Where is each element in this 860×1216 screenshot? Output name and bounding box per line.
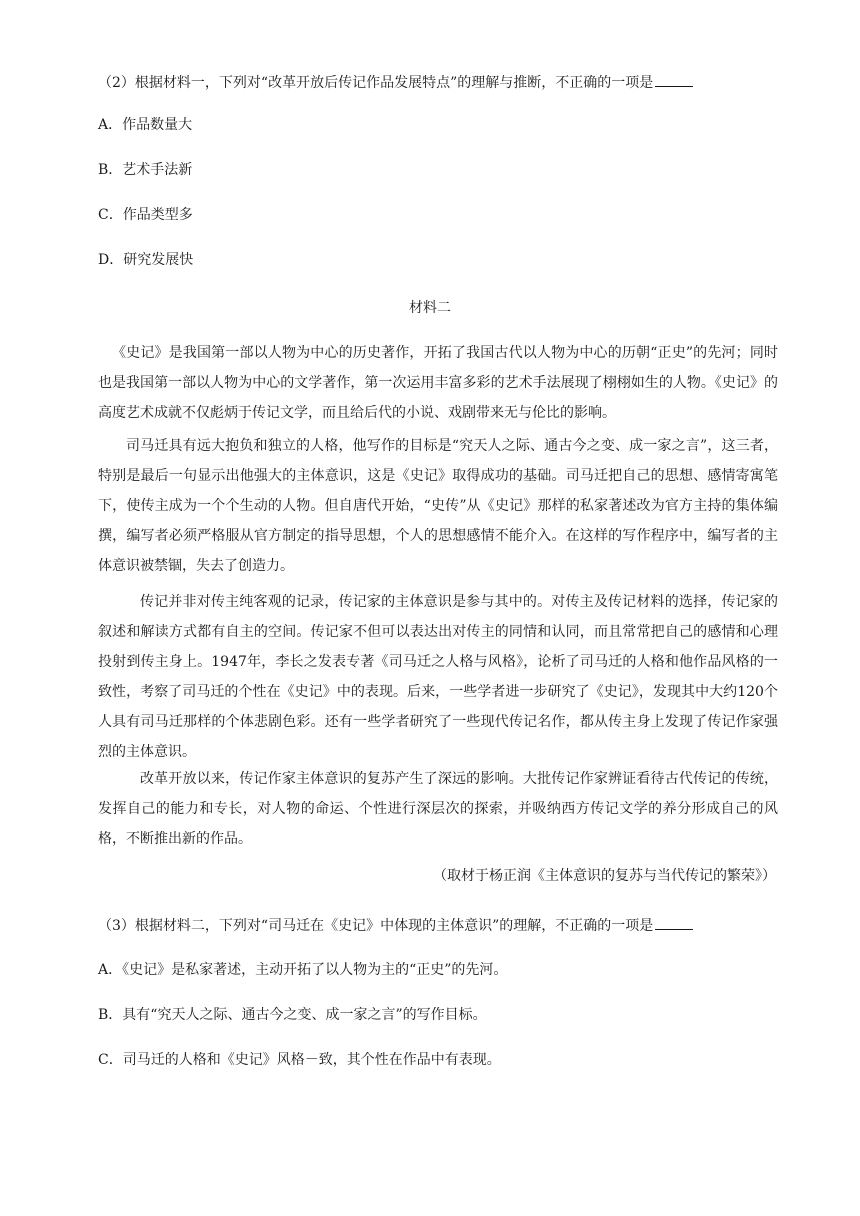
option-d: D．研究发展快: [98, 252, 194, 268]
answer-blank[interactable]: [655, 72, 693, 87]
option-c: C．司马迁的人格和《史记》风格－致，其个性在作品中有表现。: [98, 1052, 501, 1068]
question-2-text: （2）根据材料一，下列对“改革开放后传记作品发展特点”的理解与推断，不正确的一项是: [98, 75, 654, 91]
material-paragraph-1: 《史记》是我国第一部以人物为中心的历史著作，开拓了我国古代以人物为中心的历朝“正史”的先河；同时也是我国第一部以人物为中心的文学著作，第一次运用丰富多彩的艺术手法展现了栩栩如生的人物。《史记》的高度艺术成就不仅彪炳于传记文学，而且给后代的小说、戏剧带来无与伦比的影响。: [98, 345, 778, 421]
material-paragraph-2: 司马迁具有远大抱负和独立的人格，他写作的目标是“究天人之际、通古今之变、成一家之言”，这三者，特别是最后一句显示出他强大的主体意识，这是《史记》取得成功的基础。司马迁把自己的思想、感情寄寓笔下，使传主成为一个个生动的人物。但自唐代开始，“史传”从《史记》那样的私家著述改为官方主持的集体编撰，编写者必须严格服从官方制定的指导思想，个人的思想感情不能介入。在这样的写作程序中，编写者的主体意识被禁锢，失去了创造力。: [98, 438, 778, 574]
option-b: B．具有“究天人之际、通古今之变、成一家之言”的写作目标。: [98, 1007, 487, 1023]
question-3-text: （3）根据材料二，下列对“司马迁在《史记》中体现的主体意识”的理解，不正确的一项是: [98, 918, 654, 934]
material-heading: 材料二: [409, 300, 451, 316]
option-a: A．《史记》是私家著述，主动开拓了以人物为主的“正史”的先河。: [98, 962, 508, 978]
question-3-stem: [98, 915, 693, 936]
option-b: B．艺术手法新: [98, 162, 193, 178]
material-paragraph-4: 改革开放以来，传记作家主体意识的复苏产生了深远的影响。大批传记作家辨证看待古代传记的传统，发挥自己的能力和专长，对人物的命运、个性进行深层次的探索，并吸纳西方传记文学的养分形成自己的风格，不断推出新的作品。: [98, 771, 778, 847]
option-a: A．作品数量大: [98, 117, 193, 133]
question-2-stem: [98, 72, 693, 93]
material-paragraph-3: 传记并非对传主纯客观的记录，传记家的主体意识是参与其中的。对传主及传记材料的选择，传记家的叙述和解读方式都有自主的空间。传记家不但可以表达出对传主的同情和认同，而且常常把自己的感情和心理投射到传主身上。1947年，李长之发表专著《司马迁之人格与风格》，论析了司马迁的人格和他作品风格的一致性，考察了司马迁的个性在《史记》中的表现。后来，一些学者进一步研究了《史记》，发现其中大约120个人具有司马迁那样的个体悲剧色彩。还有一些学者研究了一些现代传记名作，都从传主身上发现了传记作家强烈的主体意识。: [98, 594, 778, 760]
source-citation: （取材于杨正润《主体意识的复苏与当代传记的繁荣》）: [433, 868, 776, 884]
option-c: C．作品类型多: [98, 207, 193, 223]
answer-blank[interactable]: [655, 915, 693, 930]
